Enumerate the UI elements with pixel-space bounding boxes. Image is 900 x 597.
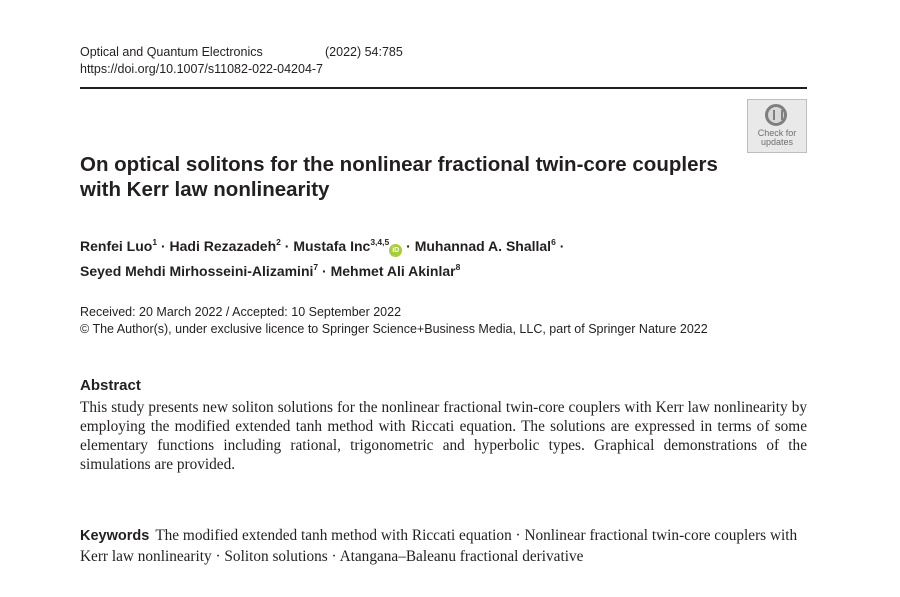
- author-name[interactable]: Seyed Mehdi Mirhosseini-Alizamini: [80, 263, 314, 279]
- check-for-updates-badge[interactable]: [747, 99, 807, 153]
- abstract-body: This study presents new soliton solutions for the nonlinear fractional twin-core couplers with Kerr law nonlinearity by employing the modified extended tanh method with Riccati equation. The solutions are expressed in terms of some elementary functions including rational, trigonometric and hyperbolic types. Graphical demonstrations of the simulations are provided.: [80, 399, 807, 473]
- author-separator: ·: [402, 238, 415, 254]
- abstract-heading: Abstract: [80, 377, 141, 394]
- author-affiliation: 7: [313, 262, 319, 272]
- author-affiliation: 2: [276, 237, 281, 247]
- crossmark-icon: [765, 104, 787, 126]
- badge-line-2: updates: [760, 137, 794, 147]
- author-name[interactable]: Hadi Rezazadeh: [169, 238, 277, 254]
- journal-name: Optical and Quantum Electronics: [80, 45, 263, 59]
- paper-title: On optical solitons for the nonlinear fractional twin-core couplers with Kerr law nonlinearity: [80, 153, 718, 201]
- author-separator: ·: [555, 238, 565, 254]
- author-affiliation: 1: [152, 237, 158, 247]
- author-name[interactable]: Renfei Luo: [80, 238, 153, 254]
- keywords-section: [80, 526, 807, 566]
- badge-line-1: Check for: [757, 128, 797, 138]
- author-affiliation: 8: [455, 262, 461, 272]
- copyright-notice: © The Author(s), under exclusive licence to Springer Science+Business Media, LLC, part of Springer Nature 2022: [80, 322, 708, 336]
- author-affiliation: 3,4,5: [370, 237, 390, 247]
- journal-volume: (2022) 54:785: [325, 45, 403, 59]
- author-separator: ·: [157, 238, 170, 254]
- orcid-icon[interactable]: iD: [389, 244, 402, 257]
- author-separator: ·: [318, 263, 331, 279]
- keywords-text: The modified extended tanh method with Riccati equation · Nonlinear fractional twin-core couplers with Kerr law nonlinearity · Soliton solutions · Atangana–Baleanu fractional derivative: [80, 527, 798, 565]
- keywords-label: Keywords: [80, 528, 150, 544]
- received-accepted-dates: Received: 20 March 2022 / Accepted: 10 September 2022: [80, 305, 402, 319]
- author-affiliation: 6: [551, 237, 556, 247]
- doi-link[interactable]: https://doi.org/10.1007/s11082-022-04204-7: [80, 62, 324, 76]
- author-list: [80, 232, 780, 282]
- author-name[interactable]: Muhannad A. Shallal: [414, 238, 552, 254]
- author-separator: ·: [280, 238, 294, 254]
- header-rule: [80, 87, 807, 89]
- author-name[interactable]: Mustafa Inc: [293, 238, 371, 254]
- author-name[interactable]: Mehmet Ali Akinlar: [330, 263, 456, 279]
